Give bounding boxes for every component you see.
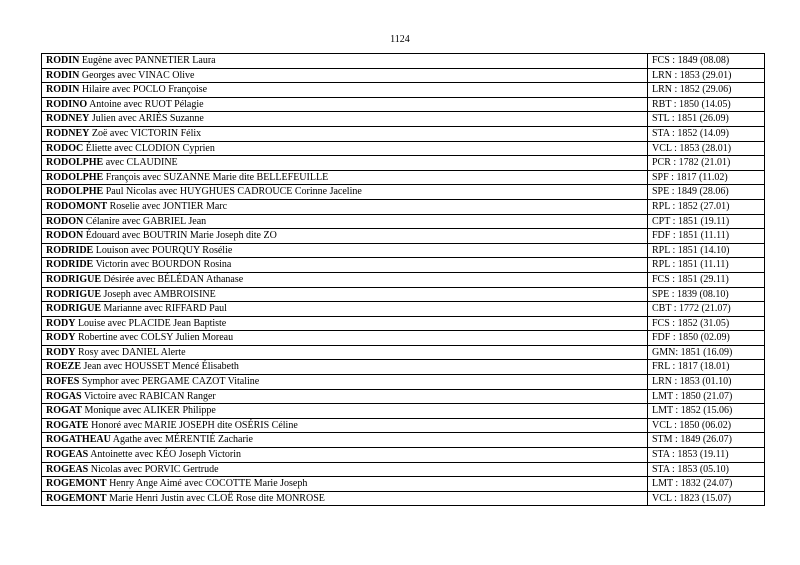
surname: RODY	[46, 346, 76, 358]
surname: RODRIGUE	[46, 303, 102, 315]
couple-cell	[42, 448, 648, 463]
couple-details: Marie Henri Justin avec CLOË Rose dite MONROSE	[109, 492, 325, 504]
surname: ROGAS	[46, 390, 82, 402]
couple-cell	[42, 68, 648, 83]
table-row	[42, 433, 765, 448]
couple-cell	[42, 156, 648, 171]
couple-cell	[42, 185, 648, 200]
couple-cell	[42, 287, 648, 302]
table-row	[42, 112, 765, 127]
couple-details: Robertine avec COLSY Julien Moreau	[77, 332, 234, 344]
table-row	[42, 331, 765, 346]
couple-details: Honoré avec MARIE JOSEPH dite OSÉRIS Céline	[91, 419, 298, 431]
couple-cell	[42, 302, 648, 317]
couple-details: Rosy avec DANIEL Alerte	[77, 346, 186, 358]
registry-reference: CPT : 1851 (19.11)	[648, 214, 765, 229]
surname: ROGATHEAU	[46, 434, 111, 446]
surname: RODRIDE	[46, 244, 94, 256]
registry-reference: STM : 1849 (26.07)	[648, 433, 765, 448]
registry-reference: RPL : 1851 (14.10)	[648, 243, 765, 258]
surname: RODOC	[46, 142, 84, 154]
registry-reference: LMT : 1832 (24.07)	[648, 477, 765, 492]
couple-cell	[42, 389, 648, 404]
couple-details: Joseph avec AMBROISINE	[103, 288, 216, 300]
registry-reference: FDF : 1851 (11.11)	[648, 229, 765, 244]
couple-details: Nicolas avec PORVIC Gertrude	[90, 463, 219, 475]
registry-reference: FRL : 1817 (18.01)	[648, 360, 765, 375]
table-row	[42, 141, 765, 156]
surname: RODIN	[46, 55, 80, 66]
couple-cell	[42, 272, 648, 287]
registry-reference: GMN: 1851 (16.09)	[648, 345, 765, 360]
couple-cell	[42, 316, 648, 331]
registry-reference: LMT : 1850 (21.07)	[648, 389, 765, 404]
registry-reference: LRN : 1852 (29.06)	[648, 83, 765, 98]
surname: RODON	[46, 230, 84, 242]
couple-details: Marianne avec RIFFARD Paul	[103, 303, 227, 315]
registry-reference: FCS : 1849 (08.08)	[648, 54, 765, 69]
table-row	[42, 83, 765, 98]
surname: RODNEY	[46, 113, 90, 125]
couple-details: Roselie avec JONTIER Marc	[109, 200, 228, 212]
table-row	[42, 360, 765, 375]
couple-cell	[42, 345, 648, 360]
marriage-records-table	[41, 53, 765, 506]
couple-details: Jean avec HOUSSET Mencé Élisabeth	[83, 361, 239, 373]
couple-details: Éliette avec CLODION Cyprien	[85, 142, 215, 154]
table-row	[42, 375, 765, 390]
surname: ROEZE	[46, 361, 82, 373]
surname: RODNEY	[46, 127, 90, 139]
registry-reference: VCL : 1850 (06.02)	[648, 418, 765, 433]
couple-cell	[42, 243, 648, 258]
couple-details: avec CLAUDINE	[105, 157, 178, 169]
surname: ROGEMONT	[46, 478, 107, 490]
surname: ROGEAS	[46, 449, 89, 461]
surname: RODOMONT	[46, 200, 108, 212]
registry-reference: FCS : 1851 (29.11)	[648, 272, 765, 287]
couple-cell	[42, 97, 648, 112]
table-row	[42, 418, 765, 433]
couple-cell	[42, 418, 648, 433]
table-row	[42, 229, 765, 244]
couple-details: Édouard avec BOUTRIN Marie Joseph dite ZO	[85, 230, 277, 242]
surname: ROGATE	[46, 419, 89, 431]
surname: ROGAT	[46, 405, 82, 417]
table-row	[42, 302, 765, 317]
surname: RODOLPHE	[46, 171, 104, 183]
registry-reference: RPL : 1852 (27.01)	[648, 199, 765, 214]
surname: RODRIDE	[46, 259, 94, 271]
couple-cell	[42, 404, 648, 419]
couple-cell	[42, 433, 648, 448]
records-body	[42, 54, 765, 506]
couple-details: Monique avec ALIKER Philippe	[84, 405, 216, 417]
table-row	[42, 97, 765, 112]
registry-reference: CBT : 1772 (21.07)	[648, 302, 765, 317]
couple-details: Victorin avec BOURDON Rosina	[95, 259, 232, 271]
couple-cell	[42, 141, 648, 156]
table-row	[42, 448, 765, 463]
table-row	[42, 156, 765, 171]
couple-details: Célanire avec GABRIEL Jean	[85, 215, 207, 227]
surname: ROFES	[46, 376, 80, 388]
surname: RODOLPHE	[46, 186, 104, 198]
registry-reference: PCR : 1782 (21.01)	[648, 156, 765, 171]
table-row	[42, 462, 765, 477]
surname: RODOLPHE	[46, 157, 104, 169]
couple-cell	[42, 199, 648, 214]
table-row	[42, 345, 765, 360]
registry-reference: SPE : 1839 (08.10)	[648, 287, 765, 302]
surname: RODIN	[46, 84, 80, 96]
registry-reference: SPF : 1817 (11.02)	[648, 170, 765, 185]
surname: ROGEMONT	[46, 492, 107, 504]
surname: RODIN	[46, 69, 80, 81]
couple-details: Julien avec ARIÈS Suzanne	[91, 113, 204, 125]
couple-cell	[42, 83, 648, 98]
surname: RODY	[46, 332, 76, 344]
table-row	[42, 54, 765, 69]
table-row	[42, 258, 765, 273]
couple-cell	[42, 375, 648, 390]
surname: ROGEAS	[46, 463, 89, 475]
couple-details: Georges avec VINAC Olive	[81, 69, 195, 81]
surname: RODRIGUE	[46, 273, 102, 285]
couple-cell	[42, 360, 648, 375]
registry-reference: STA : 1852 (14.09)	[648, 126, 765, 141]
table-row	[42, 491, 765, 506]
table-row	[42, 477, 765, 492]
couple-details: Hilaire avec POCLO Françoise	[81, 84, 208, 96]
couple-cell	[42, 214, 648, 229]
couple-cell	[42, 331, 648, 346]
surname: RODON	[46, 215, 84, 227]
couple-details: Antoinette avec KÉO Joseph Victorin	[90, 449, 242, 461]
table-row	[42, 287, 765, 302]
registry-reference: RPL : 1851 (11.11)	[648, 258, 765, 273]
registry-reference: RBT : 1850 (14.05)	[648, 97, 765, 112]
couple-cell	[42, 477, 648, 492]
table-row	[42, 126, 765, 141]
table-row	[42, 272, 765, 287]
couple-details: François avec SUZANNE Marie dite BELLEFEUILLE	[105, 171, 329, 183]
couple-details: Eugène avec PANNETIER Laura	[81, 55, 216, 66]
table-row	[42, 243, 765, 258]
couple-details: Victoire avec RABICAN Ranger	[83, 390, 216, 402]
surname: RODINO	[46, 98, 88, 110]
registry-reference: LRN : 1853 (29.01)	[648, 68, 765, 83]
table-row	[42, 389, 765, 404]
registry-reference: LRN : 1853 (01.10)	[648, 375, 765, 390]
couple-cell	[42, 126, 648, 141]
couple-details: Agathe avec MÉRENTIÉ Zacharie	[112, 434, 253, 446]
table-row	[42, 316, 765, 331]
table-row	[42, 170, 765, 185]
registry-reference: FCS : 1852 (31.05)	[648, 316, 765, 331]
table-row	[42, 199, 765, 214]
couple-details: Désirée avec BÉLÉDAN Athanase	[103, 273, 244, 285]
registry-reference: STA : 1853 (19.11)	[648, 448, 765, 463]
registry-reference: SPE : 1849 (28.06)	[648, 185, 765, 200]
registry-reference: VCL : 1853 (28.01)	[648, 141, 765, 156]
couple-cell	[42, 170, 648, 185]
page-number: 1124	[390, 34, 410, 45]
table-row	[42, 185, 765, 200]
couple-cell	[42, 54, 648, 69]
couple-details: Symphor avec PERGAME CAZOT Vitaline	[81, 376, 260, 388]
couple-details: Henry Ange Aimé avec COCOTTE Marie Joseph	[109, 478, 308, 490]
couple-cell	[42, 462, 648, 477]
registry-reference: LMT : 1852 (15.06)	[648, 404, 765, 419]
couple-details: Louison avec POURQUY Rosélie	[95, 244, 233, 256]
couple-cell	[42, 229, 648, 244]
table-row	[42, 404, 765, 419]
registry-reference: STL : 1851 (26.09)	[648, 112, 765, 127]
couple-details: Antoine avec RUOT Pélagie	[89, 98, 204, 110]
couple-cell	[42, 258, 648, 273]
registry-reference: STA : 1853 (05.10)	[648, 462, 765, 477]
table-row	[42, 68, 765, 83]
couple-details: Paul Nicolas avec HUYGHUES CADROUCE Corinne Jaceline	[105, 186, 362, 198]
registry-reference: FDF : 1850 (02.09)	[648, 331, 765, 346]
registry-reference: VCL : 1823 (15.07)	[648, 491, 765, 506]
surname: RODY	[46, 317, 76, 329]
couple-details: Louise avec PLACIDE Jean Baptiste	[77, 317, 227, 329]
couple-cell	[42, 112, 648, 127]
surname: RODRIGUE	[46, 288, 102, 300]
couple-cell	[42, 491, 648, 506]
table-row	[42, 214, 765, 229]
couple-details: Zoë avec VICTORIN Félix	[91, 127, 202, 139]
